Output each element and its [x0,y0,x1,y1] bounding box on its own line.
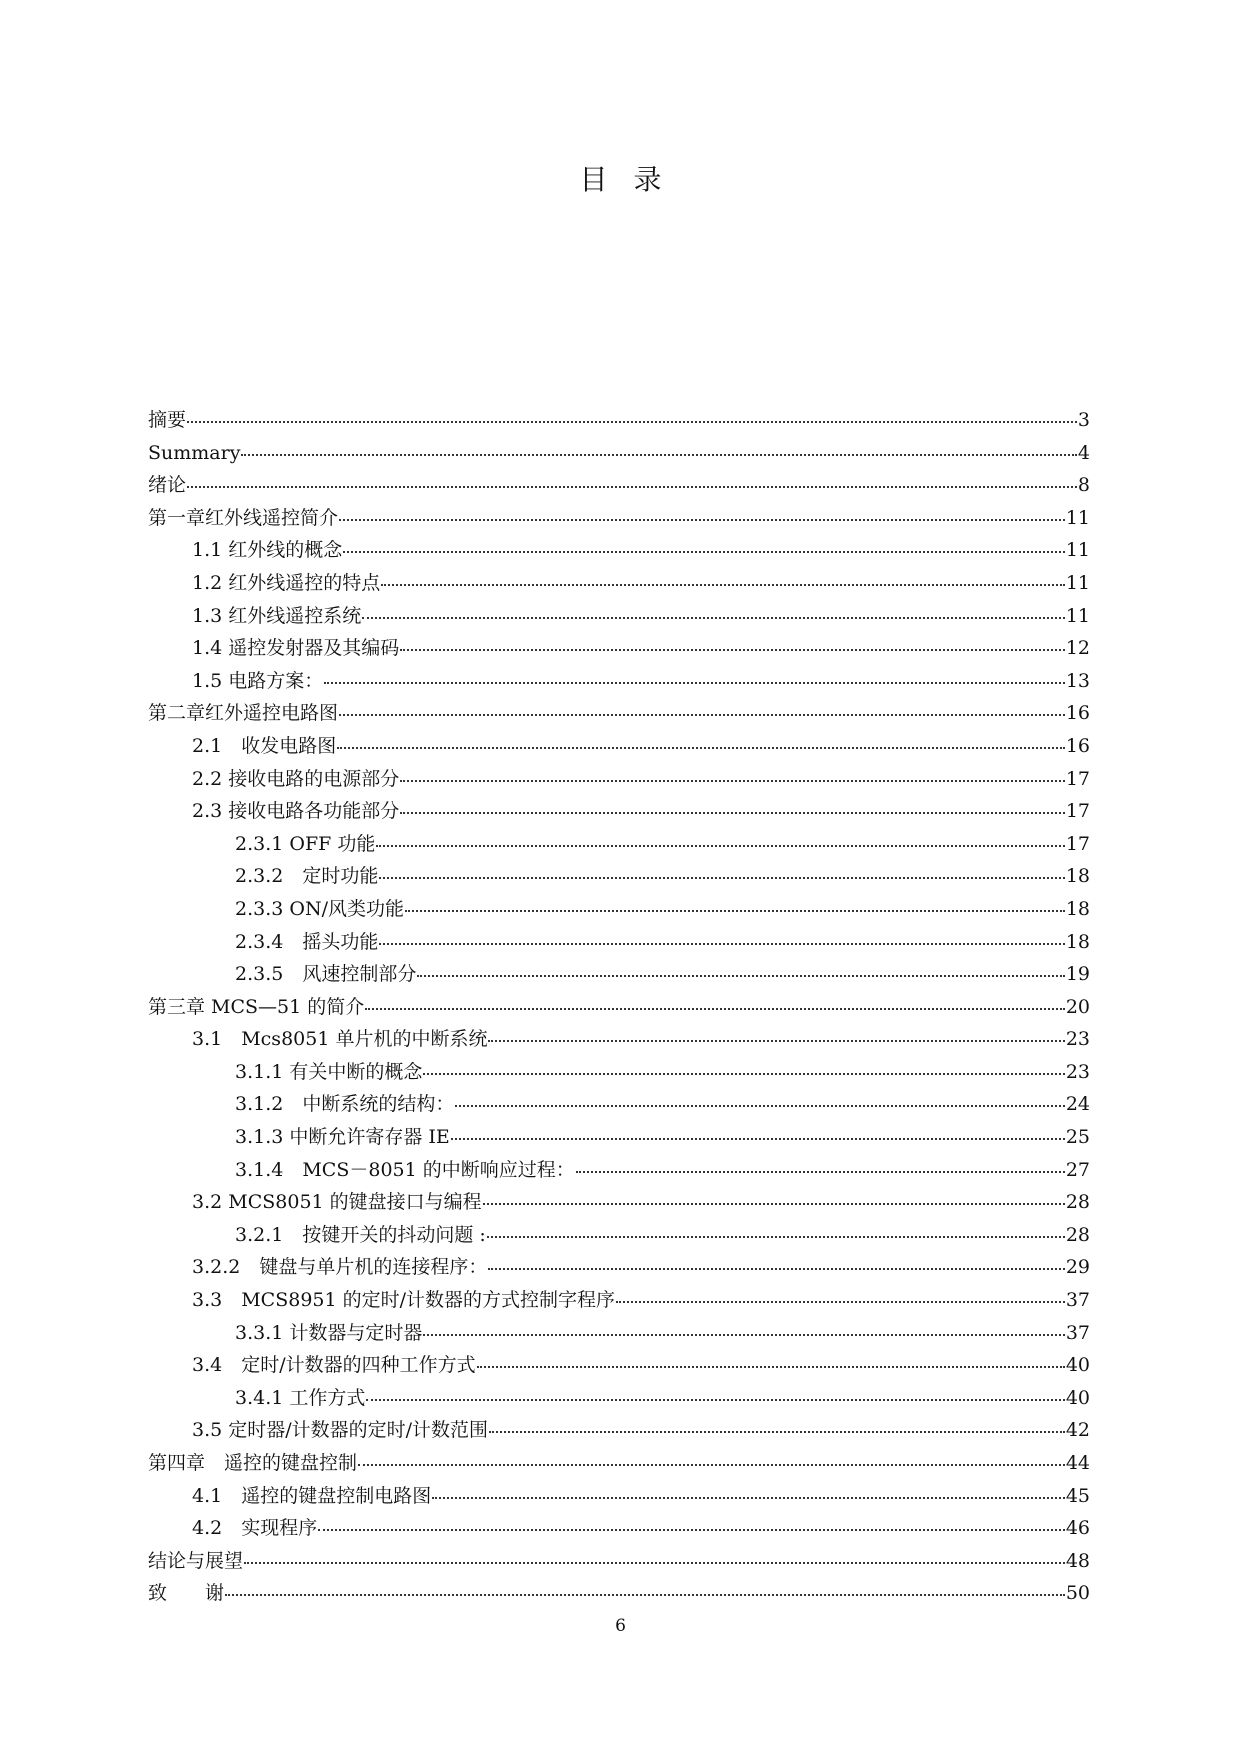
table-of-contents [148,404,1090,1610]
toc-entry-label: 3.2.2 键盘与单片机的连接程序： [192,1256,488,1279]
toc-entry-page: 11 [1065,539,1090,562]
toc-dot-leader [241,439,1076,459]
toc-dot-leader [366,1384,1064,1404]
toc-entry-page: 18 [1065,930,1090,953]
toc-entry-label: 3.4 定时/计数器的四种工作方式 [192,1354,476,1377]
toc-entry[interactable] [148,893,1090,926]
toc-entry-label: 2.3.2 定时功能 [235,865,379,888]
toc-entry-page: 3 [1077,409,1090,431]
toc-entry[interactable] [148,730,1090,763]
toc-entry-label: Summary [148,441,241,464]
toc-entry[interactable] [148,958,1090,991]
toc-entry-page: 12 [1065,637,1090,660]
toc-entry-page: 44 [1065,1452,1090,1474]
toc-entry[interactable] [148,697,1090,730]
toc-entry-label: 1.5 电路方案： [192,669,324,692]
toc-entry[interactable] [148,1219,1090,1252]
toc-entry-page: 19 [1065,963,1090,986]
toc-entry-page: 28 [1065,1223,1090,1246]
toc-entry[interactable] [148,600,1090,633]
page-number: 6 [615,1616,626,1636]
toc-entry-label: 3.1.1 有关中断的概念 [235,1060,423,1083]
toc-entry[interactable] [148,1447,1090,1480]
toc-entry-page: 18 [1065,897,1090,920]
toc-dot-leader [362,602,1065,622]
toc-entry-page: 17 [1065,832,1090,855]
toc-dot-leader [417,960,1064,980]
toc-entry[interactable] [148,763,1090,796]
toc-entry-page: 11 [1065,604,1090,627]
toc-entry-page: 13 [1065,669,1090,692]
toc-dot-leader [187,471,1077,491]
toc-entry-label: 2.3 接收电路各功能部分 [192,800,400,823]
toc-entry-label: 3.1 Mcs8051 单片机的中断系统 [192,1028,488,1051]
toc-entry-label: 第一章红外线遥控简介 [148,506,339,529]
toc-entry-label: 第四章 遥控的键盘控制 [148,1452,358,1474]
toc-entry-page: 16 [1065,734,1090,757]
toc-title-char-2: 录 [633,163,662,196]
toc-entry-page: 42 [1065,1419,1090,1442]
toc-dot-leader [339,504,1065,524]
toc-entry[interactable] [148,828,1090,861]
toc-entry-page: 50 [1065,1582,1090,1605]
toc-entry[interactable] [148,1349,1090,1382]
toc-entry[interactable] [148,632,1090,665]
toc-entry-page: 16 [1065,702,1090,725]
toc-entry-page: 11 [1065,506,1090,529]
toc-entry[interactable] [148,1154,1090,1187]
toc-entry-page: 48 [1065,1549,1090,1572]
toc-entry-label: 致 谢 [148,1582,225,1605]
toc-entry-page: 27 [1065,1158,1090,1181]
toc-entry-page: 4 [1077,441,1090,464]
toc-entry-label: 3.4.1 工作方式 [235,1386,366,1409]
toc-dot-leader [477,1351,1065,1371]
toc-dot-leader [400,765,1065,785]
toc-entry-page: 17 [1065,800,1090,823]
toc-entry-label: 1.2 红外线遥控的特点 [192,571,381,594]
toc-entry-page: 24 [1065,1093,1090,1116]
toc-entry[interactable] [148,1121,1090,1154]
toc-dot-leader [379,862,1064,882]
toc-entry[interactable] [148,1251,1090,1284]
toc-entry-label: 4.1 遥控的键盘控制电路图 [192,1484,432,1507]
toc-entry-label: 3.1.2 中断系统的结构： [235,1093,455,1116]
toc-dot-leader [616,1286,1065,1306]
toc-dot-leader [455,1090,1064,1110]
toc-entry-label: 第二章红外遥控电路图 [148,702,339,725]
toc-dot-leader [405,895,1065,915]
toc-dot-leader [423,1319,1064,1339]
toc-entry-label: 3.1.3 中断允许寄存器 IE [235,1126,450,1149]
toc-dot-leader [381,569,1065,589]
toc-entry-label: 3.1.4 MCS－8051 的中断响应过程： [235,1158,575,1181]
toc-entry-page: 8 [1077,474,1090,497]
toc-entry-label: 2.3.4 摇头功能 [235,930,379,953]
toc-dot-leader [423,1058,1064,1078]
toc-entry[interactable] [148,1382,1090,1415]
toc-entry[interactable] [148,534,1090,567]
toc-entry-label: 摘要 [148,409,187,431]
toc-entry-page: 37 [1065,1289,1090,1312]
toc-dot-leader [225,1579,1065,1599]
toc-entry[interactable] [148,1480,1090,1513]
toc-dot-leader [187,406,1077,426]
toc-entry-label: 2.2 接收电路的电源部分 [192,767,400,790]
toc-dot-leader [576,1156,1065,1176]
toc-entry[interactable] [148,469,1090,502]
toc-entry-label: 3.3.1 计数器与定时器 [235,1321,423,1344]
toc-dot-leader [400,797,1065,817]
toc-entry-page: 23 [1065,1028,1090,1051]
toc-entry[interactable] [148,1414,1090,1447]
toc-entry-page: 40 [1065,1354,1090,1377]
toc-entry-label: 2.3.3 ON/风类功能 [235,897,404,920]
toc-dot-leader [324,667,1065,687]
toc-entry-label: 2.1 收发电路图 [192,734,337,757]
toc-entry-page: 23 [1065,1060,1090,1083]
toc-entry-label: 3.2.1 按键开关的抖动问题 : [235,1223,486,1246]
toc-dot-leader [432,1482,1065,1502]
toc-entry-label: 3.2 MCS8051 的键盘接口与编程 [192,1191,482,1214]
toc-entry-page: 40 [1065,1386,1090,1409]
toc-entry-label: 2.3.5 风速控制部分 [235,963,417,986]
toc-dot-leader [365,993,1065,1013]
toc-entry[interactable] [148,567,1090,600]
toc-dot-leader [488,1025,1064,1045]
toc-dot-leader [343,536,1065,556]
toc-entry[interactable] [148,404,1090,437]
toc-entry[interactable] [148,1545,1090,1578]
toc-entry-page: 11 [1065,571,1090,594]
toc-dot-leader [376,830,1064,850]
toc-entry-label: 1.3 红外线遥控系统 [192,604,362,627]
toc-entry[interactable] [148,1186,1090,1219]
toc-title [0,158,1241,198]
toc-entry-label: 第三章 MCS—51 的简介 [148,995,365,1018]
toc-entry[interactable] [148,860,1090,893]
toc-entry-page: 45 [1065,1484,1090,1507]
toc-entry[interactable] [148,1088,1090,1121]
toc-entry[interactable] [148,1023,1090,1056]
toc-entry-page: 17 [1065,767,1090,790]
toc-entry[interactable] [148,502,1090,535]
toc-entry-page: 37 [1065,1321,1090,1344]
toc-entry[interactable] [148,1284,1090,1317]
toc-entry-page: 46 [1065,1517,1090,1540]
toc-entry-label: 绪论 [148,474,187,497]
toc-entry-label: 1.1 红外线的概念 [192,539,343,562]
toc-dot-leader [339,699,1065,719]
toc-entry[interactable] [148,1317,1090,1350]
toc-dot-leader [483,1188,1065,1208]
toc-entry[interactable] [148,1056,1090,1089]
toc-dot-leader [244,1547,1065,1567]
toc-entry-label: 3.3 MCS8951 的定时/计数器的方式控制字程序 [192,1289,616,1312]
toc-entry-label: 1.4 遥控发射器及其编码 [192,637,400,660]
toc-dot-leader [318,1514,1065,1534]
toc-entry[interactable] [148,665,1090,698]
toc-dot-leader [489,1416,1065,1436]
toc-entry-page: 29 [1065,1256,1090,1279]
toc-entry-page: 20 [1065,995,1090,1018]
toc-entry-label: 3.5 定时器/计数器的定时/计数范围 [192,1419,489,1442]
toc-dot-leader [337,732,1065,752]
toc-dot-leader [379,928,1064,948]
toc-entry-label: 4.2 实现程序 [192,1517,318,1540]
toc-entry[interactable] [148,1512,1090,1545]
toc-entry-page: 18 [1065,865,1090,888]
toc-entry[interactable] [148,926,1090,959]
toc-title-char-1: 目 [579,163,608,196]
toc-dot-leader [358,1449,1065,1469]
toc-entry[interactable] [148,991,1090,1024]
toc-entry-page: 25 [1065,1126,1090,1149]
toc-entry[interactable] [148,1577,1090,1610]
toc-dot-leader [400,634,1065,654]
toc-entry-label: 结论与展望 [148,1549,244,1572]
toc-entry[interactable] [148,437,1090,470]
toc-entry-label: 2.3.1 OFF 功能 [235,832,376,855]
toc-entry[interactable] [148,795,1090,828]
toc-dot-leader [488,1253,1064,1273]
toc-dot-leader [487,1221,1065,1241]
toc-dot-leader [451,1123,1065,1143]
toc-entry-page: 28 [1065,1191,1090,1214]
